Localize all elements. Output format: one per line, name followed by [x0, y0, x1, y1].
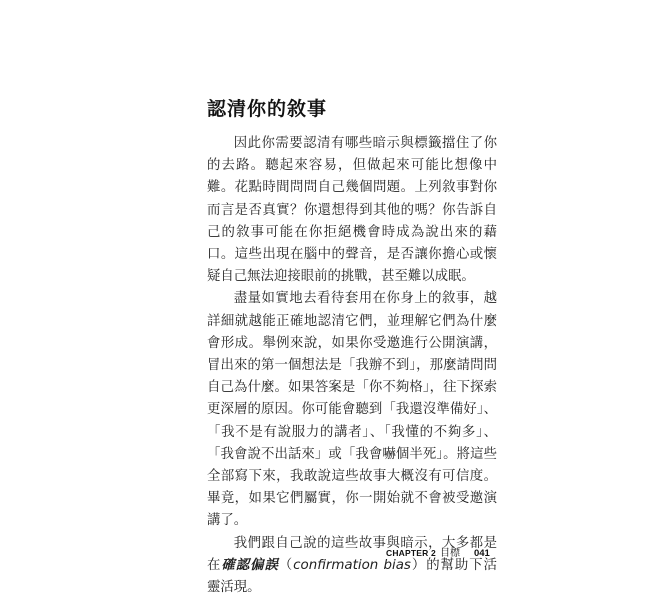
p3-paren-close: ）	[410, 557, 427, 573]
chapter-label: CHAPTER 2	[386, 548, 436, 558]
paragraph-1	[207, 133, 497, 288]
page-number: 041	[473, 548, 490, 559]
p2-line-3: 說，如果你受邀進行公開演講，冒出來的第一個想法是	[207, 335, 498, 374]
section-heading: 認清你的敘事	[207, 98, 328, 120]
p1-line-2: 聽起來容易，但做起來可能比想像中難。花點時間問問自	[207, 158, 497, 196]
p1-line-1: 因此你需要認清有哪些暗示與標籤擋住了你的去路。	[207, 136, 497, 174]
p3-text-end: 的幫助下活靈活現。	[207, 557, 498, 596]
p1-line-4: 他的嗎？你告訴自己的敘事可能在你拒絕機會時成為說出	[207, 202, 498, 240]
p2-line-9: 果它們屬實，你一開始就不會被受邀演講了。	[207, 491, 498, 529]
p2-line-1: 盡量如實地去看待套用在你身上的敘事，越詳細就越	[207, 291, 497, 329]
p1-line-6: 自己無法迎接眼前的挑戰，甚至難以成眠。	[220, 269, 475, 285]
p2-line-2: 能正確地認清它們，並理解它們為什麼會形成。舉例來	[207, 313, 498, 351]
paragraph-2	[207, 288, 497, 532]
p3-term-part-b: 誤	[264, 557, 279, 573]
p3-paren-open: （	[278, 557, 294, 573]
p3-english-term: confirmation bias	[293, 557, 411, 573]
p3-text-start: 我們跟自己說的這些故事與暗示，大多都是在	[207, 535, 497, 573]
p2-line-6: 沒準備好」、「我不是有說服力的講者」、「我懂的不夠	[207, 402, 498, 440]
p1-line-5: 來的藉口。這些出現在腦中的聲音，是否讓你擔心或懷疑	[207, 224, 498, 285]
page-footer	[386, 544, 490, 559]
section-label: 目標	[439, 548, 460, 559]
p3-term-part-a: 確認偏	[221, 557, 265, 573]
body-text	[207, 133, 497, 599]
paragraph-3	[207, 533, 497, 600]
p1-line-3: 己幾個問題。上列敘事對你而言是否真實？你還想得到其	[207, 180, 498, 218]
p2-line-8: 全部寫下來，我敢說這些故事大概沒有可信度。畢竟，如	[207, 469, 497, 507]
p2-line-5: 不夠格」，往下探索更深層的原因。你可能會聽到「我還	[207, 380, 497, 418]
p2-line-4: 「我辦不到」，那麼請問問自己為什麼。如果答案是「你	[207, 358, 497, 396]
p2-line-7: 多」、「我會說不出話來」或「我會嚇個半死」。將這些	[207, 424, 497, 462]
